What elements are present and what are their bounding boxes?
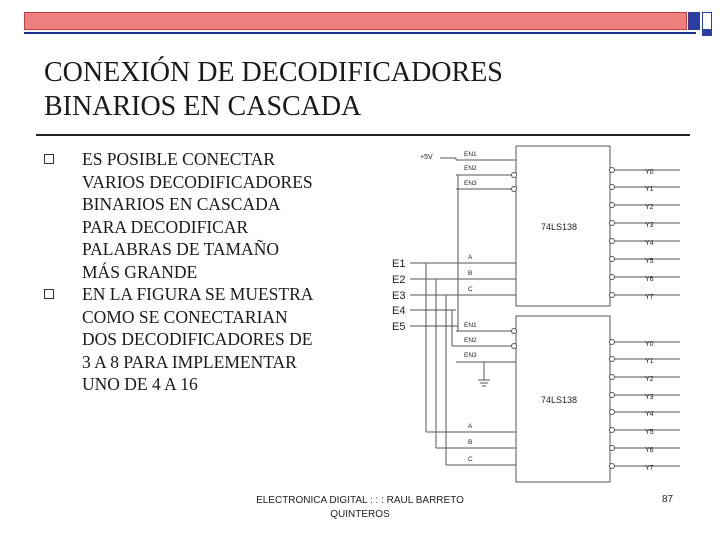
chip2-b-label: B (468, 439, 473, 446)
bullet-1-line: ES POSIBLE CONECTAR (82, 149, 276, 169)
chip2-en2-label: EN2 (464, 337, 477, 344)
bullet-2-line: 3 A 8 PARA IMPLEMENTAR (82, 351, 297, 372)
bullet-1-line: PALABRAS DE TAMAÑO (82, 239, 279, 259)
chip1-output-label: Y3 (645, 222, 654, 229)
chip1-en2-label: EN2 (464, 165, 477, 172)
bullet-1-line: MÁS GRANDE (82, 261, 198, 282)
bullet-1-line: VARIOS DECODIFICADORES (82, 171, 313, 192)
chip2-c-label: C (468, 456, 473, 463)
chip2-output-label: Y0 (645, 341, 654, 348)
chip1-output-label: Y0 (645, 169, 654, 176)
chip2-output-label: Y4 (645, 411, 654, 418)
chip1-en1-label: EN1 (464, 151, 477, 158)
bullet-1-line: BINARIOS EN CASCADA (82, 194, 281, 214)
input-e5-label: E5 (392, 321, 406, 333)
page-number: 87 (662, 494, 674, 505)
chip1-a-label: A (468, 254, 473, 261)
bullet-2-line: EN LA FIGURA SE MUESTRA (82, 284, 314, 304)
chip2-output-label: Y5 (645, 429, 654, 436)
footer-line-1: ELECTRONICA DIGITAL : : : RAUL BARRETO (256, 495, 464, 506)
chip1-output-label: Y2 (645, 204, 654, 211)
bullet-2-line: DOS DECODIFICADORES DE (82, 329, 313, 349)
chip1-b-label: B (468, 270, 473, 277)
input-e1-label: E1 (392, 258, 406, 270)
vcc-label: +5V (420, 154, 433, 161)
enable-bubble (512, 187, 517, 192)
footer-line-2: QUINTEROS (330, 509, 390, 520)
chip1-output-label: Y6 (645, 276, 654, 283)
bullet-1-line: PARA DECODIFICAR (82, 216, 249, 237)
bullet-2-line: UNO DE 4 A 16 (82, 374, 198, 394)
enable-bubble (512, 173, 517, 178)
chip1-c-label: C (468, 286, 473, 293)
title-line-1: CONEXIÓN DE DECODIFICADORES (44, 57, 503, 88)
chip2-output-label: Y1 (645, 358, 654, 365)
chip1-output-label: Y1 (645, 186, 654, 193)
chip2-output-label: Y3 (645, 394, 654, 401)
chip1-output-label: Y5 (645, 258, 654, 265)
input-e3-label: E3 (392, 290, 406, 302)
chip1-output-label: Y7 (645, 294, 654, 301)
footer (250, 494, 470, 522)
input-e2-label: E2 (392, 274, 406, 286)
bullet-2-line: COMO SE CONECTARIAN (82, 306, 288, 327)
title-line-2: BINARIOS EN CASCADA (44, 91, 362, 122)
enable-bubble (512, 344, 517, 349)
enable-bubble (512, 329, 517, 334)
chip2-a-label: A (468, 423, 473, 430)
chip1-en3-label: EN3 (464, 180, 477, 187)
chip2-output-label: Y2 (645, 376, 654, 383)
chip2-name: 74LS138 (541, 395, 578, 405)
input-e4-label: E4 (392, 305, 406, 317)
chip1-output-label: Y4 (645, 240, 654, 247)
chip2-en1-label: EN1 (464, 322, 477, 329)
chip2-en3-label: EN3 (464, 352, 477, 359)
chip1-name: 74LS138 (541, 222, 578, 232)
chip2-output-label: Y6 (645, 447, 654, 454)
chip2-output-label: Y7 (645, 465, 654, 472)
